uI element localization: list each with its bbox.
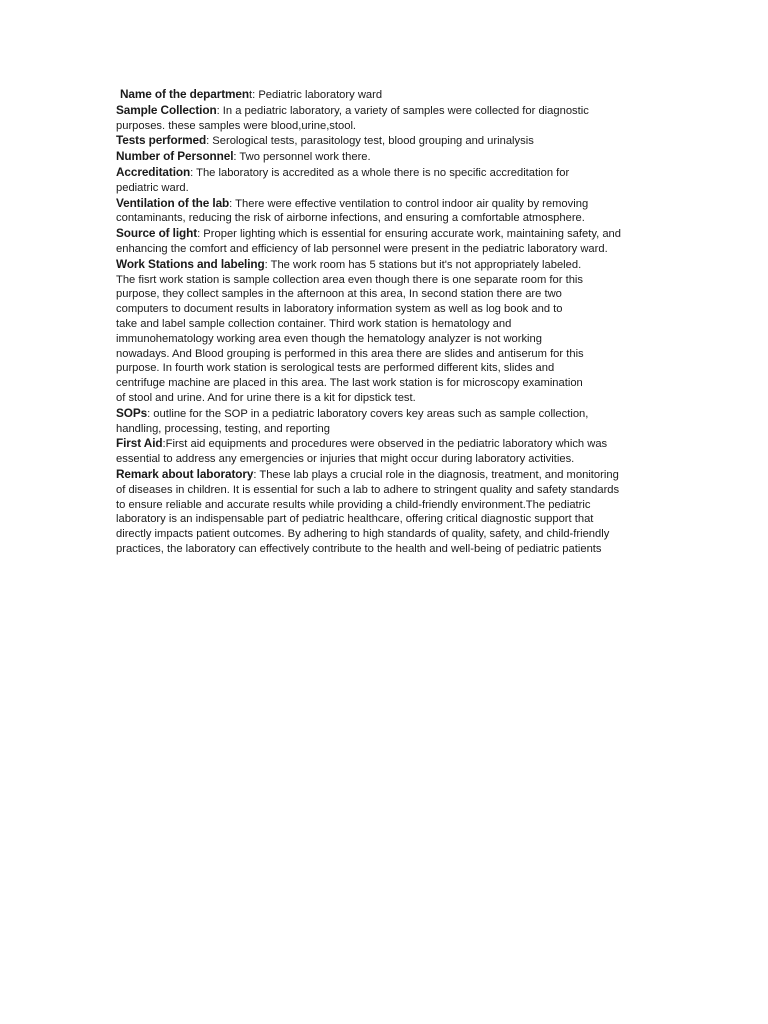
section-text: :First aid equipments and procedures were observed in the pediatric laboratory which was — [162, 438, 608, 451]
section-text: take and label sample collection container. Third work station is hematology and — [116, 317, 512, 330]
section-line — [116, 149, 656, 165]
section-text: : There were effective ventilation to control indoor air quality by removing — [229, 197, 589, 210]
section-label: Source of light — [116, 226, 198, 241]
section-department — [116, 87, 656, 103]
section-text: : Proper lighting which is essential for ensuring accurate work, maintaining safety, and — [197, 228, 621, 241]
section-line — [116, 226, 656, 242]
section-text: enhancing the comfort and efficiency of lab personnel were present in the pediatric laboratory ward. — [116, 242, 608, 255]
section-text: nowadays. And Blood grouping is performed in this area there are slides and antiserum for this — [116, 347, 584, 360]
section-text: : Two personnel work there. — [233, 151, 371, 164]
section-label: Remark about laboratory — [116, 466, 254, 481]
section-text: handling, processing, testing, and reporting — [116, 422, 330, 435]
section-text: : The laboratory is accredited as a whole there is no specific accreditation for — [190, 166, 570, 179]
section-text: centrifuge machine are placed in this area. The last work station is for microscopy examination — [116, 377, 583, 390]
section-text: : The work room has 5 stations but it's not appropriately labeled. — [264, 258, 582, 271]
section-text: purpose, they collect samples in the afternoon at this area, In second station there are two — [116, 288, 562, 301]
section-tests-performed — [116, 133, 656, 149]
section-line — [116, 467, 656, 483]
section-text: laboratory is an indispensable part of pediatric healthcare, offering critical diagnostic support that — [116, 513, 594, 526]
section-source-of-light — [116, 226, 656, 257]
section-label: First Aid — [116, 436, 163, 451]
section-text: pediatric ward. — [116, 181, 189, 194]
section-line — [116, 406, 656, 422]
section-label: Work Stations and labeling — [116, 256, 265, 271]
section-label-tail: t — [249, 89, 253, 101]
section-text: contaminants, reducing the risk of airborne infections, and ensuring a comfortable atmosphere. — [116, 212, 585, 225]
section-label: Accreditation — [116, 164, 191, 179]
section-label: Ventilation of the lab — [116, 195, 230, 210]
section-sample-collection — [116, 103, 656, 134]
section-label: SOPs — [116, 405, 148, 420]
section-sops — [116, 406, 656, 437]
section-label: Tests performed — [116, 133, 207, 148]
section-text: practices, the laboratory can effectively contribute to the health and well-being of pediatric patients — [116, 542, 602, 555]
section-line — [116, 436, 656, 452]
section-text: to ensure reliable and accurate results while providing a child-friendly environment.The pediatric — [116, 498, 591, 511]
section-label: Number of Personnel — [116, 149, 234, 164]
section-accreditation — [116, 165, 656, 196]
section-line — [116, 133, 656, 149]
section-text: The fisrt work station is sample collection area even though there is one separate room for this — [116, 273, 584, 286]
section-line — [116, 103, 656, 119]
section-text: : In a pediatric laboratory, a variety of samples were collected for diagnostic — [216, 104, 589, 117]
section-text: of stool and urine. And for urine there is a kit for dipstick test. — [116, 391, 416, 404]
section-label: Name of the departmen — [120, 87, 250, 101]
section-text: essential to address any emergencies or injuries that might occur during laboratory activities. — [116, 453, 575, 466]
section-text: purposes. these samples were blood,urine,stool. — [116, 119, 357, 132]
section-line — [116, 87, 656, 103]
section-ventilation — [116, 196, 656, 227]
section-line — [116, 196, 656, 212]
section-text: of diseases in children. It is essential for such a lab to adhere to stringent quality and safety standards — [116, 483, 620, 496]
section-text: purpose. In fourth work station is serological tests are performed different kits, slides and — [116, 362, 555, 375]
section-work-stations — [116, 257, 656, 406]
section-text: : These lab plays a crucial role in the diagnosis, treatment, and monitoring — [253, 468, 619, 481]
section-line — [116, 257, 656, 273]
document-body — [116, 87, 656, 557]
section-text: : Serological tests, parasitology test, blood grouping and urinalysis — [206, 135, 534, 148]
section-remark — [116, 467, 656, 557]
section-first-aid — [116, 436, 656, 467]
section-label: Sample Collection — [116, 102, 217, 117]
section-text: computers to document results in laboratory information system as well as log book and to — [116, 303, 563, 316]
section-line — [116, 165, 656, 181]
section-number-of-personnel — [116, 149, 656, 165]
section-text: directly impacts patient outcomes. By adhering to high standards of quality, safety, and child-friendly — [116, 528, 610, 541]
section-text: : Pediatric laboratory ward — [252, 89, 383, 101]
section-text: : outline for the SOP in a pediatric laboratory covers key areas such as sample collection, — [147, 407, 589, 420]
section-text: immunohematology working area even though the hematology analyzer is not working — [116, 332, 542, 345]
